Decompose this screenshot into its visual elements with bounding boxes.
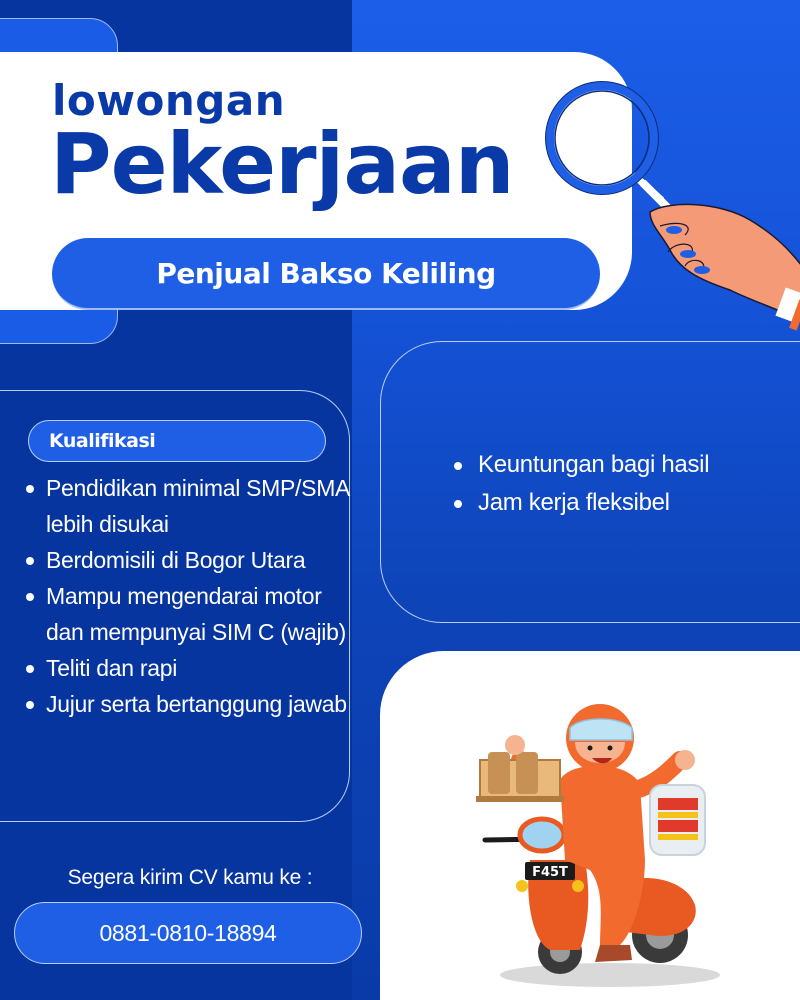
phone-number-pill[interactable] xyxy=(14,902,362,964)
qualification-item: Mampu mengendarai motor dan mempunyai SIM C (wajib) xyxy=(22,578,352,650)
job-position-pill xyxy=(52,238,600,310)
qualification-item: Pendidikan minimal SMP/SMA lebih disukai xyxy=(22,470,352,542)
hand-icon xyxy=(640,180,800,340)
benefit-item: Keuntungan bagi hasil xyxy=(452,446,709,484)
license-plate: F45T xyxy=(532,865,568,880)
qualification-item: Teliti dan rapi xyxy=(22,650,352,686)
qualifications-heading-pill xyxy=(28,420,326,462)
delivery-rider-icon xyxy=(470,690,730,990)
job-position-label: Penjual Bakso Keliling xyxy=(156,256,496,290)
title-lowongan: lowongan xyxy=(52,76,286,125)
benefit-item: Jam kerja fleksibel xyxy=(452,484,709,522)
title-pekerjaan: Pekerjaan xyxy=(50,115,514,213)
qualifications-heading: Kualifikasi xyxy=(49,430,156,452)
qualifications-list xyxy=(22,470,352,722)
phone-number: 0881-0810-18894 xyxy=(99,919,277,946)
benefits-list xyxy=(452,446,709,522)
qualification-item: Jujur serta bertanggung jawab xyxy=(22,686,352,722)
contact-prompt: Segera kirim CV kamu ke : xyxy=(67,866,313,889)
qualification-item: Berdomisili di Bogor Utara xyxy=(22,542,352,578)
